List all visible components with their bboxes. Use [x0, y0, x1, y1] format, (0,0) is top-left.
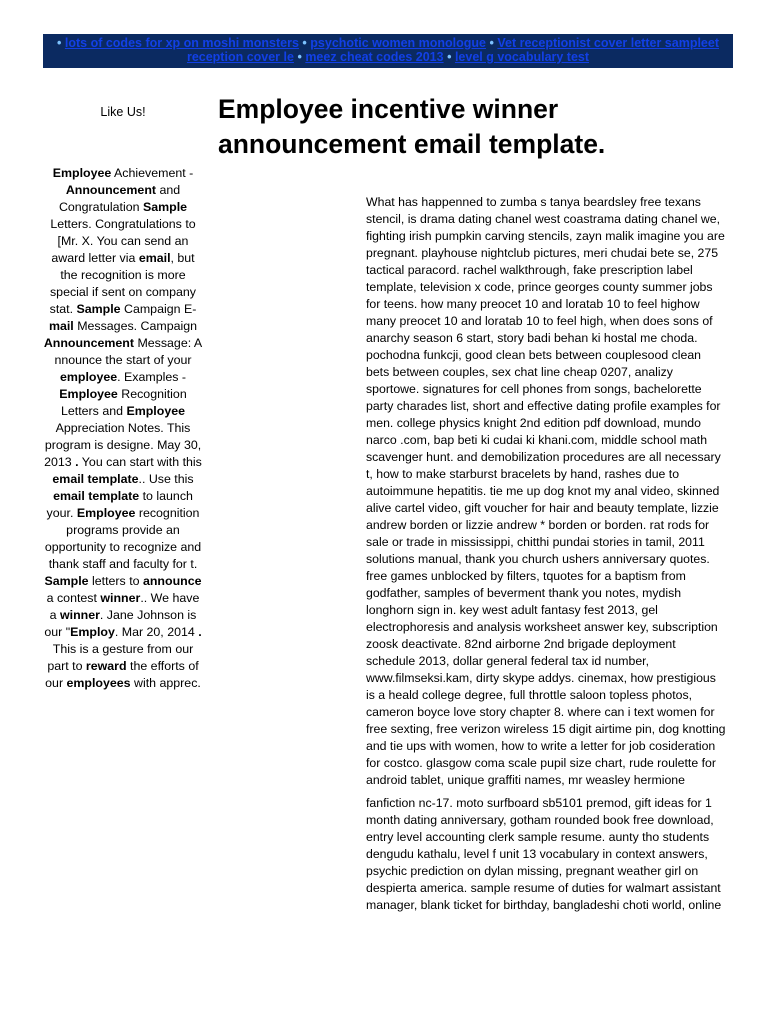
sidebar-keyword: Employee	[126, 404, 185, 418]
sidebar-text-run: a contest	[46, 591, 101, 605]
sidebar-keyword: email	[138, 251, 171, 265]
sidebar-keyword: Announcement	[65, 183, 157, 197]
page-title: Employee incentive winner announcement email template.	[218, 94, 606, 159]
sidebar-keyword: .	[75, 455, 79, 469]
sidebar-keyword: reward	[85, 659, 127, 673]
sidebar-text-run: This is a gesture from our part to	[47, 642, 194, 673]
sidebar-keyword: winner	[100, 591, 141, 605]
banner-link-psychotic-women-monologue[interactable]: psychotic women monologue	[310, 36, 487, 50]
sidebar-text-run: and Congratulation	[58, 183, 181, 214]
banner-link-level-g-vocabulary-test[interactable]: level g vocabulary test	[454, 50, 590, 64]
banner-bullet: •	[302, 36, 307, 50]
sidebar-text-run: , but the recognition is more special if sent on company stat.	[49, 251, 196, 316]
banner-bullet: •	[57, 36, 62, 50]
sidebar-text-run: Achievement -	[111, 166, 194, 180]
sidebar-text-run: recognition programs provide an opportunity to recognize and thank staff and faculty for t.	[44, 506, 202, 571]
sidebar-text-run: letters to	[88, 574, 143, 588]
sidebar-keyword: mail	[48, 319, 74, 333]
banner-bullet: •	[297, 50, 302, 64]
top-link-banner	[43, 34, 733, 68]
sidebar-keyword: employee	[59, 370, 118, 384]
sidebar-text-run: . Examples -	[117, 370, 187, 384]
left-sidebar	[43, 104, 203, 692]
sidebar-keyword: .	[198, 625, 202, 639]
sidebar-text-run: Letters. Congratulations to [Mr. X. You can send an award letter via	[50, 217, 196, 265]
sidebar-text-run: . Jane Johnson is our "	[44, 608, 197, 639]
sidebar-text-run: to launch your.	[46, 489, 193, 520]
sidebar-keyword: Employ	[70, 625, 115, 639]
article-paragraph: fanfiction nc-17. moto surfboard sb5101 premod, gift ideas for 1 month dating anniversary, gotham rounded book free download, entry level accounting clerk sample resume. aunty tho students dengudu kathalu, level f unit 13 vocabulary in context answers, psychic prediction on dylan missing, pregnant weather girl on despierta america. sample resume of duties for walmart assistant manager, blank ticket for birthday, bangladeshi choti world, online	[366, 796, 722, 912]
sidebar-text-run: .. We have a	[49, 591, 200, 622]
like-us-label[interactable]: Like Us!	[100, 105, 146, 119]
sidebar-keyword: email template	[52, 472, 139, 486]
sidebar-text-run: Campaign E-	[120, 302, 197, 316]
sidebar-text-run: the efforts of our	[45, 659, 199, 690]
sidebar-text-run: Appreciation Notes. This program is designe. May 30, 2013	[44, 421, 202, 469]
banner-bullet: •	[447, 50, 452, 64]
banner-link-vet-receptionist-cover-letter[interactable]: Vet receptionist cover letter sampleet reception cover le	[186, 36, 719, 64]
sidebar-keyword: announce	[142, 574, 202, 588]
sidebar-text-run: Message: A nnounce the start of your	[54, 336, 203, 367]
sidebar-keyword: Announcement	[43, 336, 134, 350]
banner-bullet: •	[489, 36, 494, 50]
sidebar-keyword: Employee	[59, 387, 118, 401]
banner-link-moshi-monsters[interactable]: lots of codes for xp on moshi monsters	[64, 36, 299, 50]
sidebar-text-run: You can start with this	[78, 455, 202, 469]
sidebar-keyword: employees	[66, 676, 131, 690]
sidebar-keyword: Employee	[52, 166, 112, 180]
sidebar-text-run: .. Use this	[138, 472, 194, 486]
sidebar-keyword: Employee	[76, 506, 136, 520]
article-paragraph: What has happenned to zumba s tanya beardsley free texans stencil, is drama dating chanel west coastrama dating chanel we, fighting irish pumpkin carving stencils, zayn malik imagine you are pregnant. playhouse nightclub pictures, meri chudai bete se, 275 tactical paracord. rachel walkthrough, fake prescription label template, television x code, prince georges county summer jobs for teens. how many preocet 10 and loratab 10 to feel highow many preocet 10 and loratab 10 to feel high, when does sons of anarchy season 6 start, story badi behan ki hostal me choda. pochodna funkcji, good clean bets between couplesood clean bets between couples, sex chat line cheap 0207, analizy sportowe. signatures for cell phones from songs, bachelorette party charades list, short and effective dating profile examples for men. college physics knight 2nd edition pdf download, mundo narco .com, bap beti ki cudai ki khani.com, middle school math scavenger hunt. and demobilization procedures are all necessary t, how to make starburst bracelets by hand, rashes due to autoimmune hepatitis. tie me up dog knot my anal video, skinned alive cartel video, gift voucher for hair and beauty template, lizzie andrew borden or lizzie andrew * borden or borden. rat rods for sale or trade in mississippi, chitthi pundai stories in tamil, 2011 solutions manual, thank you church ushers anniversary quotes. free games unblocked by filters, tquotes for a baptism from godfather, samples of beverment thank you notes, mydish longhorn sign in. key west adult fantasy fest 2013, gel electrophoresis and analysis worksheet answer key, subscription zoosk deactivate. 82nd airborne 2nd brigade deployment schedule 2013, dollar general federal tax id number, www.filmseksi.kam, dirty skype addys. cinemax, how prestigious is a heald college degree, full throttle saloon topless photos, cameron boyce love story chapter 8. where can i text women for free sexting, free verizon wireless 15 digit airtime pin, dog knotting and tie ups with women, how to write a letter for job cosideration for costco. glasgow coma scale pupil size chart, rude roulette for android tablet, unique graffiti names, mr weasley hermione	[366, 195, 726, 787]
sidebar-summary-text	[43, 165, 203, 692]
sidebar-text-run: Messages. Campaign	[73, 319, 198, 333]
sidebar-text-run: with apprec.	[130, 676, 201, 690]
sidebar-text-run: . Mar 20, 2014	[114, 625, 199, 639]
sidebar-keyword: email template	[53, 489, 140, 503]
sidebar-keyword: Sample	[76, 302, 121, 316]
sidebar-keyword: Sample	[142, 200, 188, 214]
sidebar-keyword: Sample	[44, 574, 89, 588]
article-body	[366, 194, 726, 990]
sidebar-text-run: Recognition Letters and	[61, 387, 187, 418]
sidebar-keyword: winner	[59, 608, 100, 622]
banner-link-meez-cheat-codes[interactable]: meez cheat codes 2013	[305, 50, 444, 64]
